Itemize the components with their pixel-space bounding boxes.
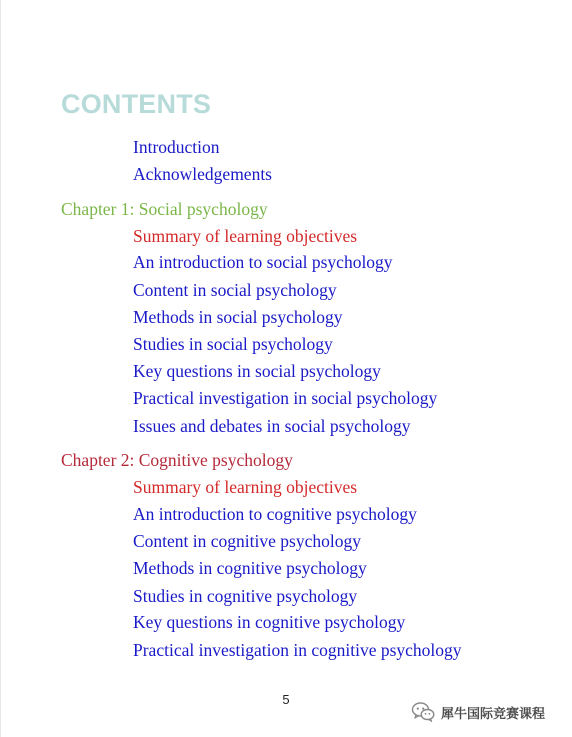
toc-ch2-section-key-questions[interactable]: Key questions in cognitive psychology [133, 612, 406, 632]
toc-ch1-section-key-questions[interactable]: Key questions in social psychology [133, 361, 381, 381]
toc-ch1-section-methods[interactable]: Methods in social psychology [133, 307, 343, 327]
toc-ch1-section-issues-debates[interactable]: Issues and debates in social psychology [133, 416, 411, 436]
page-number: 5 [282, 692, 290, 707]
toc-link-acknowledgements[interactable]: Acknowledgements [133, 164, 272, 184]
toc-ch1-section-studies[interactable]: Studies in social psychology [133, 334, 333, 354]
toc-ch1-section-introduction[interactable]: An introduction to social psychology [133, 252, 393, 272]
page-edge [0, 0, 1, 737]
wechat-icon [411, 701, 435, 723]
toc-ch2-section-practical-investigation[interactable]: Practical investigation in cognitive psychology [133, 640, 462, 660]
toc-ch1-section-content[interactable]: Content in social psychology [133, 280, 337, 300]
toc-chapter-1-title[interactable]: Chapter 1: Social psychology [61, 199, 268, 219]
toc-ch2-section-methods[interactable]: Methods in cognitive psychology [133, 558, 367, 578]
watermark-text: 犀牛国际竞赛课程 [441, 706, 546, 722]
watermark [411, 700, 545, 724]
toc-ch2-section-introduction[interactable]: An introduction to cognitive psychology [133, 504, 417, 524]
toc-chapter-2-title[interactable]: Chapter 2: Cognitive psychology [61, 450, 293, 470]
toc-ch2-section-content[interactable]: Content in cognitive psychology [133, 531, 361, 551]
toc-chapter-2-summary[interactable]: Summary of learning objectives [133, 477, 358, 497]
contents-heading: CONTENTS [61, 89, 212, 119]
toc-ch1-section-practical-investigation[interactable]: Practical investigation in social psychology [133, 388, 438, 408]
toc-ch2-section-studies[interactable]: Studies in cognitive psychology [133, 586, 358, 606]
toc-chapter-1-summary[interactable]: Summary of learning objectives [133, 226, 358, 246]
toc-link-introduction[interactable]: Introduction [133, 137, 220, 157]
